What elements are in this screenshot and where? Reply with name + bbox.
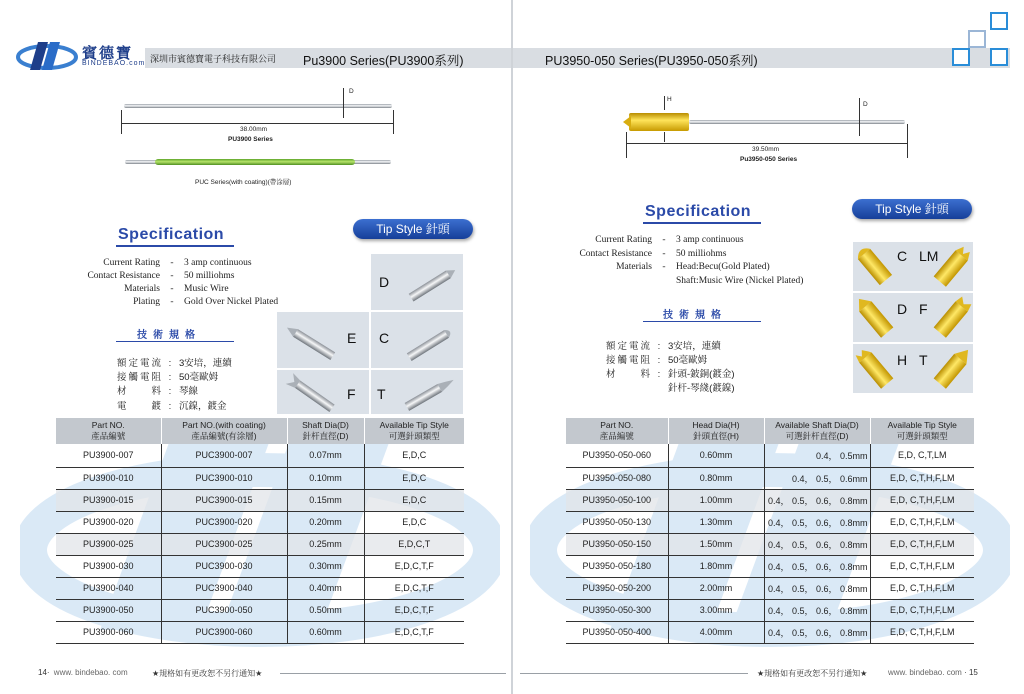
tip-f-icon	[281, 372, 341, 414]
table-header-row	[56, 418, 464, 444]
table-row: PU3900-040 PUC3900-040 0.40mm E,D,C,T,F	[56, 577, 464, 599]
dim-tick	[907, 124, 908, 158]
table-row: PU3950-050-400 4.00mm 0.4， 0.5， 0.6， 0.8mm E,D, C,T,H,F,LM	[566, 621, 974, 643]
tip-d-gold-icon	[855, 295, 895, 341]
spec-underline	[116, 341, 234, 342]
table-row: PU3900-010 PUC3900-010 0.10mm E,D,C	[56, 467, 464, 489]
cn-spec-row: 針杆-琴綫(鍍鎳)	[668, 383, 735, 394]
tip-cell-d: D	[370, 253, 464, 311]
left-spec-title: Specification	[118, 226, 225, 243]
pu3950-shaft-image	[689, 120, 905, 124]
tip-c-icon	[401, 322, 461, 364]
spec-row: Materials - Music Wire	[124, 284, 229, 294]
col-header: Available Shaft Dia(D) 可選針杆直徑(D)	[764, 418, 870, 444]
left-length-label: 38.00mm	[240, 126, 268, 133]
table-header-row	[566, 418, 974, 444]
tip-f-gold-icon	[931, 295, 973, 341]
tip-cell-e: E	[276, 311, 370, 369]
spec-underline	[116, 245, 234, 247]
table-row: PU3950-050-130 1.30mm 0.4， 0.5， 0.6， 0.8mm E,D, C,T,H,F,LM	[566, 511, 974, 533]
table-row: PU3900-030 PUC3900-030 0.30mm E,D,C,T,F	[56, 555, 464, 577]
footer-rule	[520, 673, 748, 674]
col-header: Part NO.(with coating) 產品編號(有涂層)	[161, 418, 287, 444]
tip-cell-h-t: H T	[852, 343, 974, 394]
table-row: PU3950-050-200 2.00mm 0.4， 0.5， 0.6， 0.8mm E,D, C,T,H,F,LM	[566, 577, 974, 599]
spec-underline	[643, 321, 761, 322]
cn-spec-row: 接觸電阻 : 50毫歐姆	[117, 372, 219, 383]
spec-row: Shaft:Music Wire (Nickel Plated)	[676, 276, 804, 286]
pin-coating	[155, 159, 355, 165]
left-page-number: 14·	[38, 668, 50, 677]
spec-row: Materials - Head:Becu(Gold Plated)	[616, 262, 770, 272]
tip-cell-c-lm: C LM	[852, 241, 974, 292]
deco-square	[990, 48, 1008, 66]
deco-square	[968, 30, 986, 48]
dim-line	[626, 143, 908, 144]
tip-cell-t: T	[370, 369, 464, 415]
dim-tick	[343, 88, 344, 118]
page-divider	[511, 0, 513, 694]
spec-row: Contact Resistance - 50 milliohms	[87, 271, 235, 281]
deco-square	[990, 12, 1008, 30]
dim-line	[121, 123, 394, 124]
brand-logo-icon	[16, 40, 78, 72]
right-footer-note: ★規格如有更改恕不另行通知★	[757, 669, 868, 678]
table-row: PU3950-050-100 1.00mm 0.4， 0.5， 0.6， 0.8mm E,D, C,T,H,F,LM	[566, 489, 974, 511]
left-parts-table	[56, 418, 464, 644]
brand-name-en: BINDEBAO.com	[82, 60, 146, 67]
col-header: Available Tip Style 可選針頭類型	[364, 418, 464, 444]
left-footer-url: www. bindebao. com	[53, 668, 128, 677]
right-footer-url: www. bindebao. com	[888, 668, 962, 677]
right-page-number: · 15	[964, 668, 978, 677]
table-row: PU3950-050-180 1.80mm 0.4， 0.5， 0.6， 0.8mm E,D, C,T,H,F,LM	[566, 555, 974, 577]
spec-row: Current Rating - 3 amp continuous	[103, 258, 252, 268]
table-row: PU3900-050 PUC3900-050 0.50mm E,D,C,T,F	[56, 599, 464, 621]
left-footer	[38, 668, 128, 677]
tip-h-gold-icon	[855, 346, 895, 392]
right-series-title: PU3950-050 Series(PU3950-050系列)	[545, 54, 758, 68]
brand-name-cn: 賓德寶	[82, 45, 134, 62]
pu3950-head-tip	[623, 116, 631, 128]
coated-caption: PUC Series(with coating)(帶涂層)	[195, 179, 292, 186]
col-header: Part NO. 產品編號	[566, 418, 668, 444]
table-row: PU3950-050-300 3.00mm 0.4， 0.5， 0.6， 0.8mm E,D, C,T,H,F,LM	[566, 599, 974, 621]
dim-tick	[664, 96, 665, 110]
right-length-label: 39.50mm	[752, 146, 780, 153]
dim-tick	[626, 132, 627, 158]
table-row: PU3900-020 PUC3900-020 0.20mm E,D,C	[56, 511, 464, 533]
col-header: Part NO. 產品編號	[56, 418, 161, 444]
right-tip-style-badge: Tip Style 針頭	[852, 199, 972, 219]
right-cn-spec-title: 技術規格	[663, 310, 727, 321]
table-row: PU3950-050-060 0.60mm 0.4， 0.5mm E,D, C,T,LM	[566, 444, 974, 467]
right-footer	[888, 668, 978, 677]
cn-spec-row: 額定電流 : 3安培，連續	[606, 341, 721, 352]
left-tip-style-badge: Tip Style 針頭	[353, 219, 473, 239]
tip-t-gold-icon	[931, 346, 973, 392]
tip-cell-d-f: D F	[852, 292, 974, 343]
pu3900-pin-image	[124, 104, 392, 108]
dim-tick	[859, 98, 860, 136]
tip-t-icon	[399, 372, 461, 414]
col-header: Available Tip Style 可選針頭類型	[870, 418, 974, 444]
spec-row: Plating - Gold Over Nickel Plated	[133, 297, 279, 307]
left-dim-d-label: D	[349, 88, 354, 95]
company-name: 深圳市賓德寶電子科技有限公司	[150, 54, 277, 64]
cn-spec-row: 電 鍍 : 沉鎳，鍍金	[117, 401, 227, 412]
right-series-label: Pu3950-050 Series	[740, 156, 798, 163]
col-header: Shaft Dia(D) 針杆直徑(D)	[287, 418, 364, 444]
cn-spec-row: 額定電流 : 3安培，連續	[117, 358, 232, 369]
spec-row: Contact Resistance - 50 milliohms	[579, 249, 727, 259]
left-series-title: Pu3900 Series(PU3900系列)	[303, 54, 464, 68]
deco-square	[952, 48, 970, 66]
table-row: PU3900-007 PUC3900-007 0.07mm E,D,C	[56, 444, 464, 467]
left-footer-note: ★規格如有更改恕不另行通知★	[152, 669, 263, 678]
tip-d-icon	[403, 264, 461, 304]
col-header: Head Dia(H) 針頭直徑(H)	[668, 418, 764, 444]
tip-lm-gold-icon	[931, 244, 973, 290]
right-parts-table	[566, 418, 974, 644]
table-row: PU3900-025 PUC3900-025 0.25mm E,D,C,T	[56, 533, 464, 555]
tip-cell-c: C	[370, 311, 464, 369]
footer-rule	[280, 673, 506, 674]
dim-tick	[393, 110, 394, 134]
right-dim-d-label: D	[863, 101, 868, 108]
right-dim-h-label: H	[667, 96, 672, 103]
cn-spec-row: 材 料 : 琴線	[117, 386, 199, 397]
spec-row: Current Rating - 3 amp continuous	[595, 235, 744, 245]
tip-cell-f: F	[276, 369, 370, 415]
dim-tick	[664, 132, 665, 142]
cn-spec-row: 材 料 : 針頭-鈹銅(鍍金)	[606, 369, 735, 380]
spec-underline	[643, 222, 761, 224]
table-row: PU3950-050-080 0.80mm 0.4， 0.5， 0.6mm E,D, C,T,H,F,LM	[566, 467, 974, 489]
left-series-label: PU3900 Series	[228, 136, 273, 143]
tip-c-gold-icon	[855, 244, 895, 290]
right-spec-title: Specification	[645, 203, 752, 220]
tip-e-icon	[281, 320, 341, 364]
left-cn-spec-title: 技術規格	[137, 330, 201, 341]
cn-spec-row: 接觸電阻 : 50毫歐姆	[606, 355, 708, 366]
table-row: PU3900-015 PUC3900-015 0.15mm E,D,C	[56, 489, 464, 511]
table-row: PU3900-060 PUC3900-060 0.60mm E,D,C,T,F	[56, 621, 464, 643]
dim-tick	[121, 110, 122, 134]
pu3950-head-image	[629, 113, 689, 131]
table-row: PU3950-050-150 1.50mm 0.4， 0.5， 0.6， 0.8mm E,D, C,T,H,F,LM	[566, 533, 974, 555]
